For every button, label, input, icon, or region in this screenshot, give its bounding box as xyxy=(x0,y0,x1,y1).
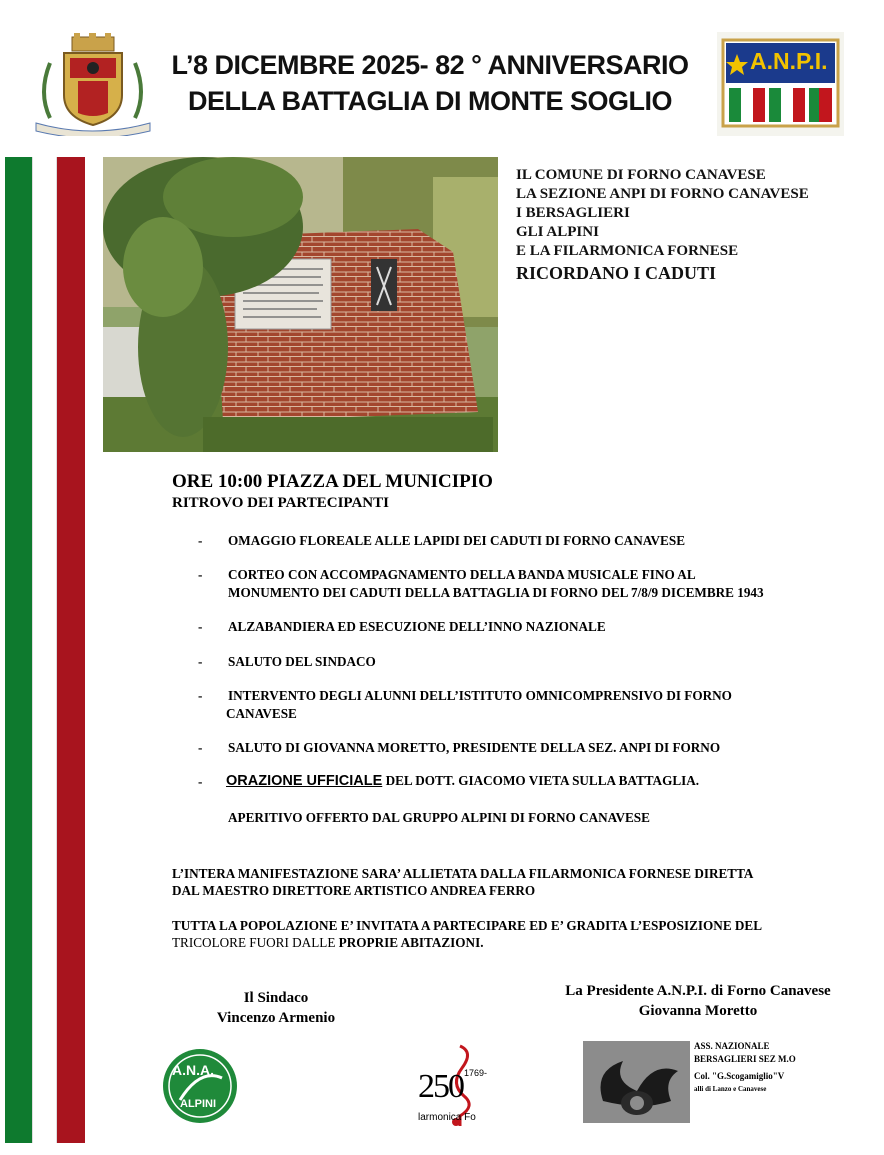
president-title: La Presidente A.N.P.I. di Forno Canavese xyxy=(565,983,831,999)
alpini-logo-text-2: ALPINI xyxy=(180,1098,217,1110)
filarmonica-number: 250 xyxy=(418,1068,463,1105)
bersaglieri-text xyxy=(694,1040,796,1096)
note-line xyxy=(172,934,484,952)
oration-underlined: ORAZIONE UFFICIALE xyxy=(226,773,383,789)
item-text: SALUTO DI GIOVANNA MORETTO, PRESIDENTE DELLA SEZ. ANPI DI FORNO xyxy=(228,740,721,755)
anpi-logo xyxy=(717,32,844,136)
bersaglieri-line: alli di Lanzo e Canavese xyxy=(694,1085,767,1093)
organizer-line: LA SEZIONE ANPI DI FORNO CANAVESE xyxy=(516,186,809,202)
item-dash: - xyxy=(198,533,203,548)
filarmonica-logo xyxy=(416,1042,496,1128)
item-dash: - xyxy=(198,774,203,789)
aperitivo-text: APERITIVO OFFERTO DAL GRUPPO ALPINI DI FORNO CANAVESE xyxy=(228,810,650,825)
mayor-signature xyxy=(176,988,376,1028)
mayor-name: Vincenzo Armenio xyxy=(216,1010,336,1026)
president-name: Giovanna Moretto xyxy=(638,1003,758,1019)
alpini-logo xyxy=(162,1048,238,1124)
flag-stripe-green xyxy=(5,157,32,1143)
note-line-4a: TRICOLORE FUORI DALLE xyxy=(172,935,339,950)
item-text: CORTEO CON ACCOMPAGNAMENTO DELLA BANDA MUSICALE FINO AL xyxy=(228,567,696,582)
item-dash: - xyxy=(198,740,203,755)
filarmonica-year: 1769- xyxy=(464,1068,488,1078)
note-line: L’INTERA MANIFESTAZIONE SARA’ ALLIETATA DALLA FILARMONICA FORNESE DIRETTA xyxy=(172,866,754,881)
flag-stripe-white xyxy=(32,157,57,1143)
mayor-title: Il Sindaco xyxy=(243,990,309,1006)
title-line-2: DELLA BATTAGLIA DI MONTE SOGLIO xyxy=(188,86,672,116)
event-time-place: ORE 10:00 PIAZZA DEL MUNICIPIO xyxy=(172,471,493,492)
note-line: TUTTA LA POPOLAZIONE E’ INVITATA A PARTECIPARE ED E’ GRADITA L’ESPOSIZIONE DEL xyxy=(172,918,763,933)
organizers-block xyxy=(516,166,809,285)
organizers-headline: RICORDANO I CADUTI xyxy=(516,263,717,283)
monument-photo xyxy=(103,157,498,452)
item-text-2: MONUMENTO DEI CADUTI DELLA BATTAGLIA DI FORNO DEL 7/8/9 DICEMBRE 1943 xyxy=(228,585,764,600)
organizer-line: GLI ALPINI xyxy=(516,224,599,240)
item-text: OMAGGIO FLOREALE ALLE LAPIDI DEI CADUTI DI FORNO CANAVESE xyxy=(228,533,685,548)
event-meeting: RITROVO DEI PARTECIPANTI xyxy=(172,495,389,511)
item-text: INTERVENTO DEGLI ALUNNI DELL’ISTITUTO OMNICOMPRENSIVO DI FORNO xyxy=(228,688,732,703)
president-signature xyxy=(530,981,866,1021)
title-line-1: L’8 DICEMBRE 2025- 82 ° ANNIVERSARIO xyxy=(171,50,689,80)
filarmonica-text: larmonica Fo xyxy=(418,1112,476,1123)
note-line: DAL MAESTRO DIRETTORE ARTISTICO ANDREA FERRO xyxy=(172,883,536,898)
alpini-logo-text: A.N.A. xyxy=(172,1062,214,1078)
item-text: ALZABANDIERA ED ESECUZIONE DELL’INNO NAZIONALE xyxy=(228,619,606,634)
note-line-4b: PROPRIE ABITAZIONI. xyxy=(338,935,484,950)
organizer-line: IL COMUNE DI FORNO CANAVESE xyxy=(516,167,766,183)
item-dash: - xyxy=(198,688,203,703)
bersaglieri-line: ASS. NAZIONALE xyxy=(694,1041,770,1051)
bersaglieri-line: BERSAGLIERI SEZ M.O xyxy=(694,1054,796,1064)
item-dash: - xyxy=(198,567,203,582)
oration-rest: DEL DOTT. GIACOMO VIETA SULLA BATTAGLIA. xyxy=(382,773,700,788)
organizer-line: I BERSAGLIERI xyxy=(516,205,630,221)
bersaglieri-line: Col. "G.Scogamiglio"V xyxy=(694,1071,785,1081)
forno-canavese-crest xyxy=(30,33,155,136)
flag-stripe-red xyxy=(57,157,85,1143)
anpi-logo-text: A.N.P.I. xyxy=(750,48,828,74)
item-dash: - xyxy=(198,619,203,634)
bersaglieri-logo xyxy=(583,1041,690,1123)
organizer-line: E LA FILARMONICA FORNESE xyxy=(516,243,739,259)
item-dash: - xyxy=(198,654,203,669)
item-text: SALUTO DEL SINDACO xyxy=(228,654,376,669)
item-text-2: CANAVESE xyxy=(226,706,297,721)
